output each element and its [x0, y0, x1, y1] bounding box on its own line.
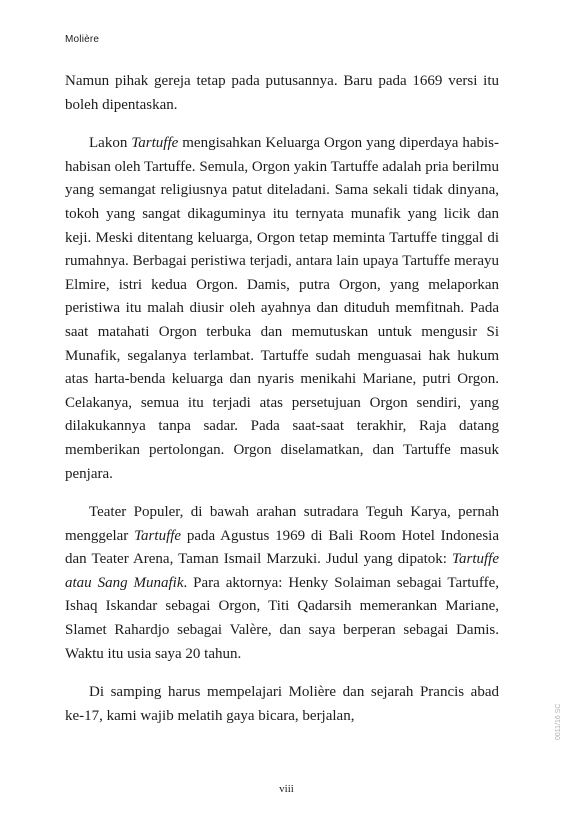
paragraph-4: Di samping harus mempelajari Molière dan sejarah Prancis abad ke-17, kami wajib melatih gaya bicara, berjalan, — [65, 684, 499, 724]
paragraph-2 — [65, 132, 499, 486]
page-number: viii — [279, 783, 294, 795]
production-title-italic: Tartuffe atau Sang Munafik — [65, 551, 499, 591]
paragraph-2-text-b: mengisahkan Keluarga Orgon yang diperdaya habis-habisan oleh Tartuffe. Semula, Orgon yakin Tartuffe adalah pria berilmu yang semangat religiusnya patut diteladani. Sama sekali tidak dinyana, tokoh yang sangat dikaguminya itu ternyata munafik yang licik dan keji. Meski ditentang keluarga, Orgon tetap meminta Tartuffe tinggal di rumahnya. Berbagai peristiwa terjadi, antara lain upaya Tartuffe merayu Elmire, istri kedua Orgon. Damis, putra Orgon, yang melaporkan peristiwa itu malah diusir oleh ayahnya dan dituduh memfitnah. Pada saat matahati Orgon terbuka dan memutuskan untuk mengusir Si Munafik, segalanya terlambat. Tartuffe sudah menguasai hak hukum atas harta-benda keluarga dan nyaris menikahi Mariane, putri Orgon. Celakanya, semua itu terjadi atas persetujuan Orgon sendiri, yang dilakukannya tanpa sadar. Pada saat-saat terakhir, Raja datang memberikan pertolongan. Orgon diselamatkan, dan Tartuffe masuk penjara. — [65, 135, 499, 482]
play-title-italic: Tartuffe — [134, 527, 182, 544]
paragraph-3 — [65, 501, 499, 666]
body-text — [65, 70, 499, 728]
play-title-italic: Tartuffe — [131, 135, 179, 152]
running-head: Molière — [65, 34, 100, 45]
paragraph-3-text-a: Teater Populer, di bawah arahan sutradara Teguh Karya, pernah menggelar — [65, 504, 499, 544]
paragraph-3-text-c: . Para aktornya: Henky Solaiman sebagai Tartuffe, Ishaq Iskandar sebagai Orgon, Titi Qadarsih memerankan Mariane, Slamet Rahardjo sebagai Valère, dan saya berperan sebagai Damis. Waktu itu usia saya 20 tahun. — [65, 574, 499, 662]
paragraph-1: Namun pihak gereja tetap pada putusannya. Baru pada 1669 versi itu boleh dipentaskan. — [65, 73, 499, 113]
paragraph-2-text-a: Lakon — [89, 135, 132, 152]
margin-code: 0011/16 SC — [555, 703, 562, 740]
paragraph-3-text-b: pada Agustus 1969 di Bali Room Hotel Indonesia dan Teater Arena, Taman Ismail Marzuki. Judul yang dipatok: — [65, 527, 499, 568]
